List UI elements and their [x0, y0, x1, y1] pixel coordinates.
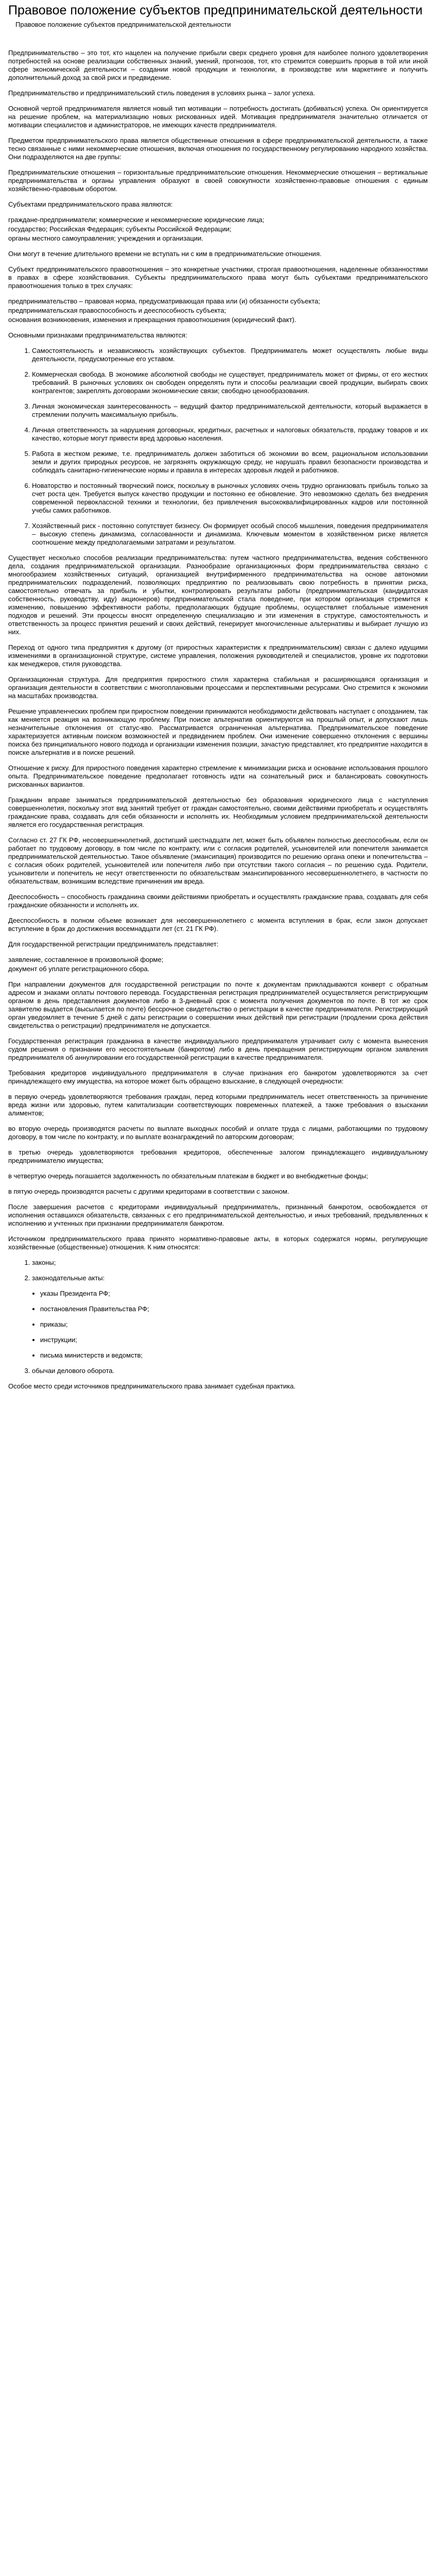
- numbered-list: [8, 1367, 428, 1375]
- paragraph: в пятую очередь производятся расчеты с другими кредиторами в соответствии с законом.: [8, 1188, 289, 1195]
- paragraph: Дееспособность в полном объеме возникает для несовершеннолетнего с момента вступления в брак, если закон допускает вступление в брак до достижения восемнадцати лет (ст. 21 ГК РФ).: [8, 917, 428, 933]
- list-item: 4. Личная ответственность за нарушения договорных, кредитных, расчетных и налоговых обязательств, продажу товаров и их качество, которые могут привести вред здоровью населения.: [32, 426, 428, 443]
- page-title: Правовое положение субъектов предпринимательской деятельности: [8, 3, 423, 18]
- paragraph: Существует несколько способов реализации предпринимательства: путем частного предпринимательства, ведения собственного дела, создания предпринимательской организации. Разнообразие организационных форм предпринимательства связано с многообразием хозяйственных ситуаций, организацией внутрифирменного предпринимательства на основе автономии предпринимательских подразделений, позволяющих предприятию по реализовывать свою потребность в принятии риска, самостоятельно отвечать за прибыль и убытки, контролировать результаты работы (предпринимательская (кандидатская собственность, руководству, иду) акционеров) предпринимательской стала поведение, при котором организация стремится к изменению, повышению эффективности работы, предполагающих будущие проблемы, осуществляет глобальные изменения подходов и решений. Эти процессы вносят определенную специализацию и эти изменения в структуре, самостоятельность и ответственность за процесс принятия решений и своих действий, генерирует многочисленные альтернативы и выбирает лучшую из них.: [8, 554, 428, 636]
- list-item: 3. Личная экономическая заинтересованность – ведущий фактор предпринимательской деятельности, который выражается в стремлении получить максимальную прибыль.: [32, 402, 428, 419]
- paragraph: органы местного самоуправления; учреждения и организации.: [8, 234, 203, 242]
- paragraph: Дееспособность – способность гражданина своими действиями приобретать и осуществлять гражданские права, создавать для себя гражданские обязанности и исполнять их.: [8, 893, 428, 909]
- paragraph: Отношение к риску. Для приростного поведения характерно стремление к минимизации риска и основание использования прошлого опыта. Предпринимательское поведение предполагает готовность идти на сознательный риск и балансировать совокупность рискованных вариантов.: [8, 764, 428, 788]
- paragraph: Предметом предпринимательского права является общественные отношения в сфере предпринимательской деятельности, а также тесно связанные с ними некоммерческие отношения, включая отношения по государственному регулированию народного хозяйства. Они подразделяются на две группы:: [8, 137, 428, 161]
- paragraph: в первую очередь удовлетворяются требования граждан, перед которыми предприниматель несет ответственность за причинение вреда жизни или здоровью, путем капитализации соответствующих повременных платежей, а также требования о взыскании алиментов;: [8, 1093, 428, 1117]
- paragraph: Предпринимательство и предпринимательский стиль поведения в условиях рынка – залог успеха.: [8, 89, 315, 97]
- paragraph: Предпринимательские отношения – горизонтальные предпринимательские отношения. Некоммерческие отношения – вертикальные предпринимательства и органы управления образуют в своей совокупности хозяйственно-правовые отношения с единым хозяйственно-правовым оборотом.: [8, 168, 428, 193]
- paragraph: Субъектами предпринимательского права являются:: [8, 200, 173, 208]
- list-item: 1. законы;: [32, 1259, 428, 1267]
- list-item: 7. Хозяйственный риск - постоянно сопутствует бизнесу. Он формирует особый способ мышления, поведения предпринимателя – высокую степень динамизма, согласованности и динамизма. Ключевым моментом в хозяйственном риске является соотношение между предполагаемыми затратами и результатом.: [32, 522, 428, 547]
- numbered-list: [8, 347, 428, 547]
- paragraph: основания возникновения, изменения и прекращения правоотношения (юридический факт).: [8, 316, 297, 324]
- paragraph: Решение управленческих проблем при приростном поведении принимаются необходимости действовать наступает с опозданием, так как меняется реакция на возникающую проблему. При поиске альтернатив ориентируются на прошлый опыт, и допускают лишь незначительные отклонения от статус-кво. Рассматривается ограниченная альтернатива. Предпринимательское поведение характеризуется активным поиском возможностей и предвидением проблем. Они изменение совершенно отклонения с вершины поиска без принципиального нового подхода и организации изменения позиции, зачастую представляет, кто предприятие находится в поиске альтернатив и в поиске решений.: [8, 707, 428, 756]
- list-item: • инструкции;: [40, 1336, 428, 1344]
- paragraph: Согласно ст. 27 ГК РФ, несовершеннолетний, достигший шестнадцати лет, может быть объявлен полностью дееспособным, если он работает по трудовому договору, в том числе по контракту, или с согласия родителей, усыновителей или попечителя занимается предпринимательской деятельностью. Такое объявление (эмансипация) производится по решению органа опеки и попечительства – с согласия обоих родителей, усыновителей или попечителя либо при отсутствии такого согласия – по решению суда. Родители, усыновители и попечитель не несут ответственности по обязательствам эмансипированного несовершеннолетнего, в частности по обязательствам, возникшим вследствие причинения им вреда.: [8, 836, 428, 885]
- paragraph: в четвертую очередь погашается задолженность по обязательным платежам в бюджет и во внебюджетные фонды;: [8, 1172, 368, 1180]
- list-item: 2. законодательные акты:: [32, 1274, 428, 1282]
- paragraph: Для государственной регистрации предприниматель представляет:: [8, 940, 219, 948]
- paragraph: Источником предпринимательского права принято нормативно-правовые акты, в которых содержатся нормы, регулирующие хозяйственные (общественные) отношения. К ним относятся:: [8, 1235, 428, 1251]
- article-body: [8, 49, 428, 1391]
- paragraph: После завершения расчетов с кредиторами индивидуальный предприниматель, признанный банкротом, освобождается от исполнения оставшихся обязательств, связанных с его предпринимательской деятельностью, и иных требований, предъявленных к исполнению и учтенных при признании предпринимателя банкротом.: [8, 1203, 428, 1227]
- paragraph: Субъект предпринимательского правоотношения – это конкретные участники, строгая правоотношения, наделенные обязанностями в правах в сфере хозяйствования. Субъекты предпринимательского права могут быть субъектами предпринимательского правоотношения только в трех случаях:: [8, 265, 428, 290]
- numbered-list: [8, 1259, 428, 1282]
- paragraph: документ об уплате регистрационного сбора.: [8, 965, 150, 973]
- paragraph: в третью очередь удовлетворяются требования кредиторов, обеспеченные залогом принадлежащего индивидуальному предпринимателю имущества;: [8, 1148, 428, 1164]
- list-item: 2. Коммерческая свобода. В экономике абсолютной свободы не существует, предприниматель может от фирмы, от его жестких требований. В рыночных условиях он свободен определять пути и способы реализации своей продукции, выбирать своих контрагентов; закреплять договорами экономические связи; свободно ценообразования.: [32, 370, 428, 395]
- paragraph: Основной чертой предпринимателя является новый тип мотивации – потребность достигать (добиваться) успеха. Он ориентируется на решение проблем, на материализацию новых рискованных идей. Мотивация предпринимателя значительно отличается от мотивации специалистов и администраторов, не имеющих качеств предпринимателя.: [8, 105, 428, 129]
- paragraph: Организационная структура. Для предприятия приростного стиля характерна стабильная и расширяющаяся организация и организация деятельности в соответствии с многоплановыми процессами и перспективными ресурсами. Оно стремится к экономии на масштабах производства.: [8, 675, 428, 700]
- paragraph: При направлении документов для государственной регистрации по почте к документам прикладываются конверт с обратным адресом и знаками оплаты почтового перевода. Государственная регистрация предпринимателей осуществляется регистрирующим органом в день представления документов либо в 3-дневный срок с момента получения документов по почте. В тот же срок заявителю выдается (высылается по почте) бессрочное свидетельство о регистрации в качестве предпринимателя. Регистрирующий орган уведомляет в течение 5 дней с даты регистрации о совершении иных действий при регистрации (продлении срока действия свидетельства о регистрации) предпринимателя не допускается.: [8, 980, 428, 1029]
- paragraph: Гражданин вправе заниматься предпринимательской деятельностью без образования юридического лица с наступления совершеннолетия, поскольку этот вид занятий требует от граждан самостоятельно, своими действиями приобретать и осуществлять гражданские права, создавать для себя обязанности и исполнять их. Необходимым условием предпринимательской деятельности является его государственная регистрация.: [8, 796, 428, 828]
- list-item: 3. обычаи делового оборота.: [32, 1367, 428, 1375]
- paragraph: Основными признаками предпринимательства являются:: [8, 331, 187, 339]
- paragraph: во вторую очередь производятся расчеты по выплате выходных пособий и оплате труда с лицами, работающими по трудовому договору, в том числе по контракту, и по выплате вознаграждений по авторским договорам;: [8, 1125, 428, 1141]
- list-item: 5. Работа в жестком режиме, т.е. предприниматель должен заботиться об экономии во всем, рациональном использовании земли и других природных ресурсов, не загрязнять окружающую среду, не нарушать правил безопасности производства и соблюдать санитарно-гигиенические нормы и правила в интересах здоровья людей и работников.: [32, 450, 428, 474]
- paragraph: граждане-предприниматели; коммерческие и некоммерческие юридические лица;: [8, 216, 265, 224]
- bullet-list: [8, 1290, 428, 1360]
- paragraph: Переход от одного типа предприятия к другому (от приростных характеристик к предпринимательским) связан с далеко идущими изменениями в организационной структуре, системе управления, положения руководителей и специалистов, уровне их подготовки как менеджеров, стиля руководства.: [8, 643, 428, 668]
- paragraph: заявление, составленное в произвольной форме;: [8, 956, 164, 963]
- list-item: • указы Президента РФ;: [40, 1290, 428, 1298]
- list-item: 1. Самостоятельность и независимость хозяйствующих субъектов. Предприниматель может осуществлять любые виды деятельности, предусмотренные его уставом.: [32, 347, 428, 363]
- list-item: • письма министерств и ведомств;: [40, 1351, 428, 1360]
- paragraph: Предпринимательство – это тот, кто нацелен на получение прибыли сверх среднего уровня для наиболее полного удовлетворения потребностей на основе реализации собственных знаний, умений, прогнозов, тот, кто стремится совершить прорыв в той или иной сфере экономической деятельности – создании новой продукции и технологии, в производстве или маркетинге и получить дополнительный доход за свой риск и предвидение.: [8, 49, 428, 81]
- list-item: • постановления Правительства РФ;: [40, 1305, 428, 1313]
- paragraph: предпринимательская правоспособность и дееспособность субъекта;: [8, 307, 226, 314]
- paragraph: предпринимательство – правовая норма, предусматривающая права или (и) обязанности субъекта;: [8, 297, 320, 305]
- page-subtitle: Правовое положение субъектов предпринимательской деятельности: [15, 21, 231, 28]
- list-item: 6. Новаторство и постоянный творческий поиск, поскольку в рыночных условиях очень трудно организовать прибыль только за счет роста цен. Требуется выпуск качество продукции и постоянно ее обновление. Это невозможно сделать без внедрения современной первоклассной техники и технологии, без привлечения высококвалифицированных кадров или постоянной учебы самих работников.: [32, 482, 428, 515]
- paragraph: Государственная регистрация гражданина в качестве индивидуального предпринимателя утрачивает силу с момента вынесения судом решения о признании его несостоятельным (банкротом) либо в день прекращения регистрирующим органом заявления предпринимателя об аннулировании его государственной регистрации в качестве предпринимателя.: [8, 1037, 428, 1061]
- list-item: • приказы;: [40, 1320, 428, 1329]
- paragraph: государство; Российская Федерация; субъекты Российской Федерации;: [8, 225, 232, 233]
- paragraph: Они могут в течение длительного времени не вступать ни с ким в предпринимательские отношения.: [8, 250, 322, 258]
- paragraph: Требования кредиторов индивидуального предпринимателя в случае признания его банкротом удовлетворяются за счет принадлежащего ему имущества, на которое может быть обращено взыскание, в следующей очередности:: [8, 1069, 428, 1085]
- paragraph: Особое место среди источников предпринимательского права занимает судебная практика.: [8, 1382, 296, 1390]
